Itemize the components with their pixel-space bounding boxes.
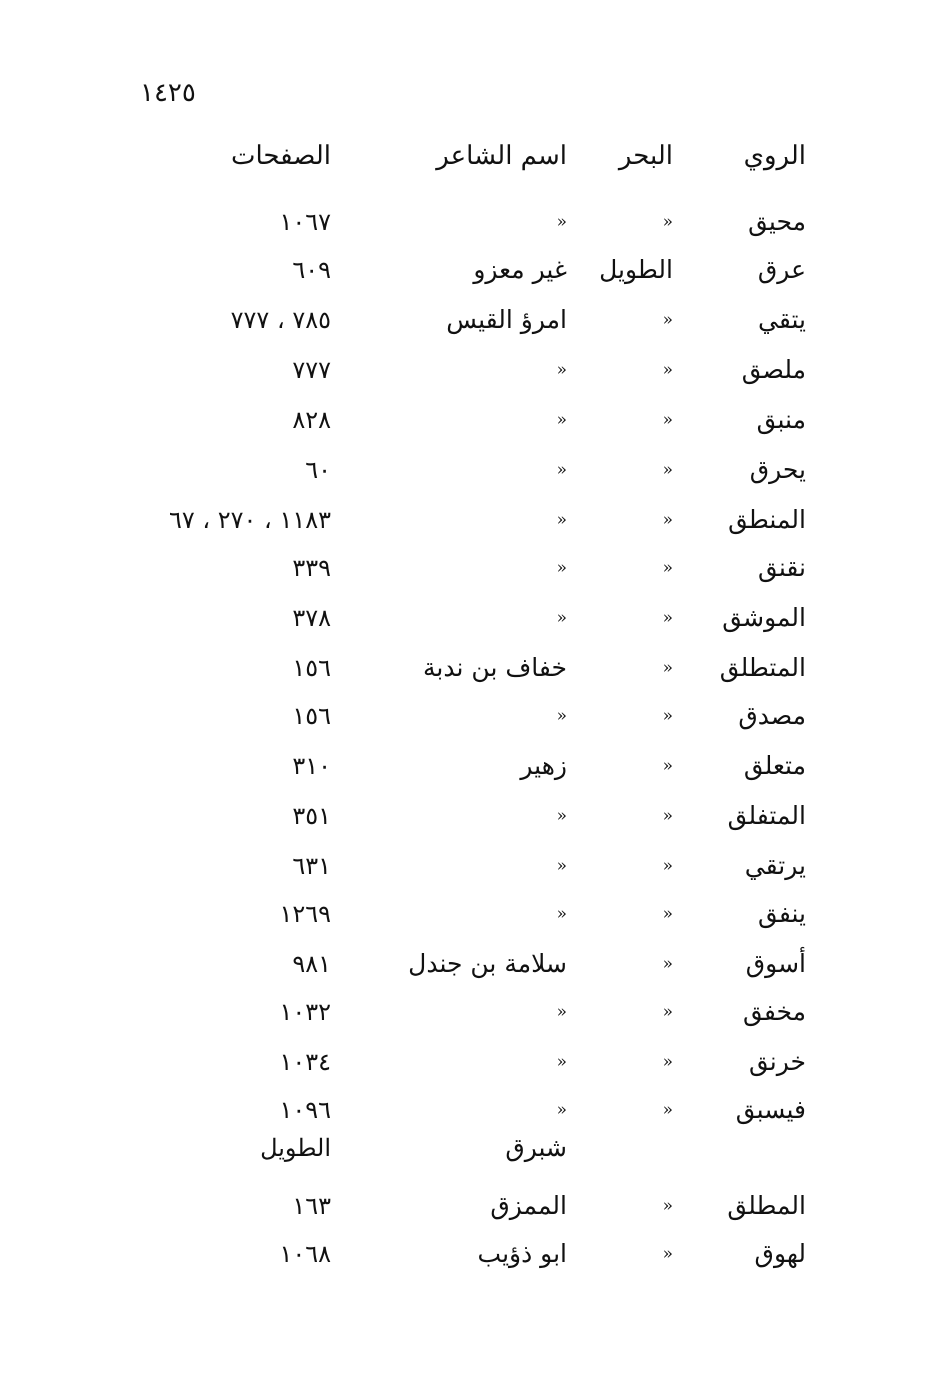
cell-poet: « [556,608,567,628]
cell-pages: ٣١٠ [292,752,331,780]
cell-bahr: « [662,856,673,876]
cell-pages: ٣٧٨ [292,604,331,632]
table-row [0,1234,931,1274]
table-row [0,250,931,290]
cell-rawi: مخفق [742,997,806,1026]
cell-poet: خفاف بن ندبة [423,653,567,682]
cell-pages: ١٥٦ [292,654,331,682]
cell-bahr: « [662,756,673,776]
cell-bahr: « [662,1002,673,1022]
cell-rawi: ينفق [758,899,806,928]
table-row [0,202,931,242]
cell-poet: ابو ذؤيب [477,1239,567,1268]
cell-rawi [656,1128,806,1168]
table-row [0,548,931,588]
cell-poet: « [556,706,567,726]
cell-bahr: « [662,706,673,726]
header-rawi: الروي [743,141,806,171]
cell-bahr: « [662,1244,673,1264]
cell-pages: ١٠٣٢ [279,998,331,1026]
cell-poet: شبرق [505,1133,567,1162]
table-header [0,136,931,176]
cell-pages: ٣٣٩ [292,554,331,582]
table-row [0,992,931,1032]
cell-poet: « [556,212,567,232]
cell-bahr: « [662,806,673,826]
cell-poet: « [556,410,567,430]
cell-rawi: يحرق [749,455,806,484]
cell-bahr: « [662,510,673,530]
cell-rawi: مصدق [738,701,806,730]
cell-poet: الممزق [490,1191,567,1220]
cell-bahr: « [662,1196,673,1216]
cell-rawi: أسوق [745,949,806,978]
cell-pages: ٦٣١ [292,852,331,880]
cell-bahr: « [662,310,673,330]
table-row [0,944,931,984]
header-poet: اسم الشاعر [436,141,567,171]
cell-pages: ١٢٦٩ [279,900,331,928]
cell-poet: « [556,1100,567,1120]
table-row [0,746,931,786]
cell-pages: ١١٨٣ ، ٢٧٠ ، ٦٧ [168,506,331,534]
table-row [0,598,931,638]
cell-pages: ١٥٦ [292,702,331,730]
cell-rawi: منبق [756,405,806,434]
cell-pages: ٦٠٩ [292,256,331,284]
cell-rawi: نقنق [758,553,806,582]
cell-bahr: « [662,360,673,380]
cell-bahr: الطويل [599,255,673,284]
table-row [0,648,931,688]
cell-bahr: « [662,460,673,480]
cell-poet: سلامة بن جندل [408,949,567,978]
cell-poet: غير معزو [473,255,567,284]
cell-pages: ٧٨٥ ، ٧٧٧ [230,306,331,334]
cell-poet: « [556,1052,567,1072]
cell-rawi: عرق [757,255,806,284]
cell-bahr [563,1128,673,1168]
table-row [0,500,931,540]
cell-rawi: فيسبق [735,1095,806,1124]
cell-poet: « [556,806,567,826]
cell-bahr: « [662,1052,673,1072]
cell-pages: ٨٢٨ [292,406,331,434]
cell-poet: « [556,360,567,380]
cell-bahr: « [662,1100,673,1120]
cell-bahr: « [662,904,673,924]
cell-rawi: ملصق [741,355,806,384]
cell-rawi: محيق [748,207,806,236]
table-row [0,1186,931,1226]
page-number: ١٤٢٥ [140,78,196,108]
table-row [0,400,931,440]
table-row [0,350,931,390]
table-row [0,696,931,736]
header-pages: الصفحات [230,141,331,171]
cell-rawi: يرتقي [744,851,806,880]
cell-pages: ١٦٣ [292,1192,331,1220]
cell-poet: « [556,510,567,530]
cell-bahr: « [662,558,673,578]
table-row [0,1042,931,1082]
table-row [0,796,931,836]
cell-rawi: يتقي [758,305,806,334]
cell-bahr: « [662,658,673,678]
cell-poet: امرؤ القيس [446,305,567,334]
cell-rawi: المطلق [727,1191,806,1220]
table-row [0,894,931,934]
cell-poet: « [556,904,567,924]
cell-rawi: لهوق [754,1239,806,1268]
cell-rawi: خرنق [748,1047,806,1076]
cell-poet: « [556,1002,567,1022]
cell-rawi: المنطق [728,505,806,534]
cell-bahr: « [662,212,673,232]
table-row [0,1128,931,1168]
cell-bahr: « [662,608,673,628]
table-row [0,300,931,340]
cell-rawi: متعلق [743,751,806,780]
cell-pages: ١٠٣٤ [279,1048,331,1076]
header-bahr: البحر [618,141,673,171]
cell-rawi: المتطلق [719,653,806,682]
table-row [0,450,931,490]
cell-pages: ١٠٩٦ [279,1096,331,1124]
cell-pages: ١٠٦٧ [279,208,331,236]
cell-poet: « [556,460,567,480]
cell-poet: زهير [520,751,567,780]
cell-bahr: « [662,410,673,430]
cell-rawi: المتفلق [727,801,806,830]
cell-rawi: الموشق [722,603,806,632]
cell-pages: ٦٠ [305,456,331,484]
cell-pages: ١٠٦٨ [279,1240,331,1268]
table-row [0,846,931,886]
table-row [0,1090,931,1130]
cell-poet: « [556,558,567,578]
cell-poet: « [556,856,567,876]
cell-pages: ٣٥١ [292,802,331,830]
cell-pages: ٧٧٧ [292,356,331,384]
cell-pages: ٩٨١ [292,950,331,978]
cell-bahr: « [662,954,673,974]
cell-pages: الطويل [260,1134,331,1162]
